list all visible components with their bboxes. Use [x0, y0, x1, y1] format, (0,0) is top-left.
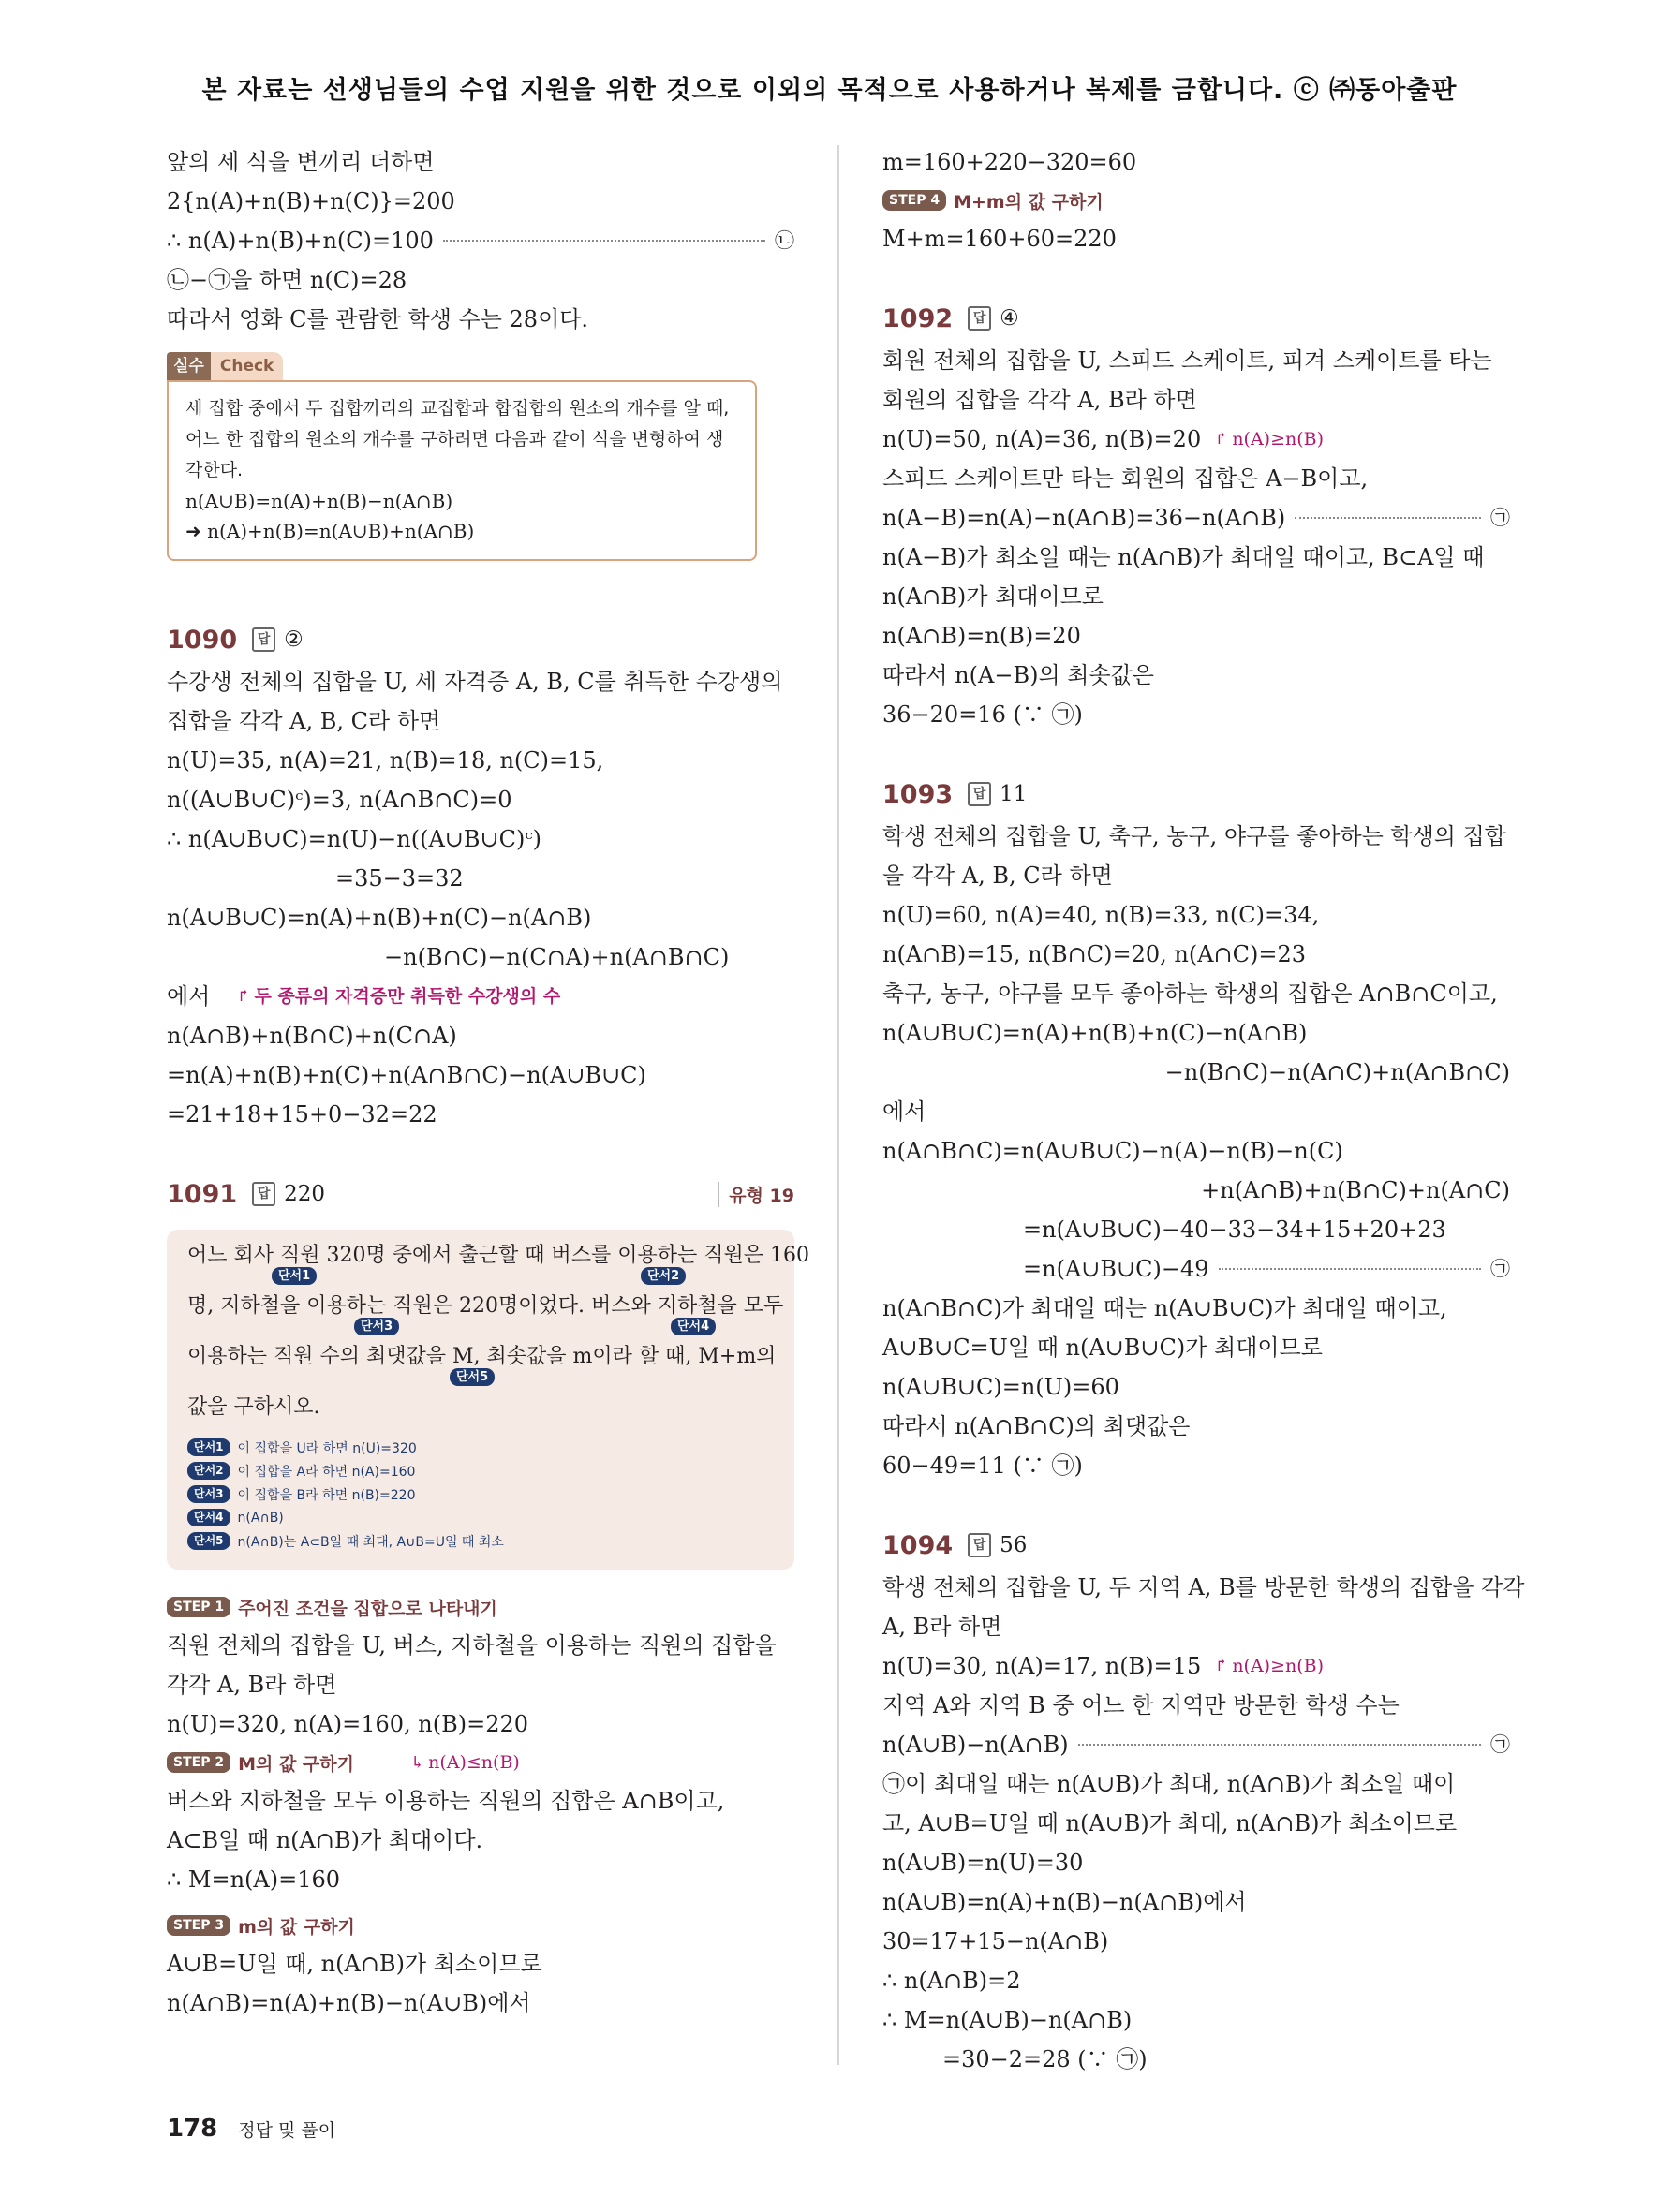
- step-3-heading: [167, 1907, 794, 1944]
- answer-value: 220: [284, 1182, 326, 1206]
- clue-item: [187, 1459, 774, 1482]
- solution-line: =35−3=32: [335, 865, 464, 892]
- answer-icon: 답: [968, 782, 991, 806]
- solution-line: n(A∩B)=15, n(B∩C)=20, n(A∩C)=23: [882, 941, 1307, 967]
- solution-line: m=160+220−320=60: [882, 149, 1137, 175]
- solution-line: A⊂B일 때 n(A∩B)가 최대이다.: [167, 1827, 483, 1853]
- solution-line-marked: [882, 1725, 1510, 1764]
- solution-line: n(A∩B)=n(B)=20: [882, 623, 1081, 649]
- clue-text: 이 집합을 U라 하면 n(U)=320: [237, 1440, 417, 1456]
- solution-line: ∴ n(A∪B∪C)=n(U)−n((A∪B∪C)ᶜ): [167, 826, 542, 852]
- solution-line: 따라서 n(A−B)의 최솟값은: [882, 662, 1154, 688]
- clue-pill: 단서3: [354, 1318, 399, 1335]
- solution-line: 고, A∪B=U일 때 n(A∪B)가 최대, n(A∩B)가 최소이므로: [882, 1810, 1458, 1836]
- problem-statement-box: [167, 1230, 809, 1570]
- solution-line: 60−49=11 (∵ ㉠): [882, 1453, 1083, 1479]
- problem-line: 값을 구하시오.: [187, 1395, 320, 1419]
- solution-line: A∪B=U일 때, n(A∩B)가 최소이므로: [167, 1951, 542, 1977]
- clue-item: [187, 1482, 774, 1506]
- check-line: 각한다.: [185, 460, 244, 480]
- solution-line: n(A∪B∪C)=n(A)+n(B)+n(C)−n(A∩B): [167, 905, 592, 931]
- solution-line: 집합을 각각 A, B, C라 하면: [167, 708, 441, 734]
- solution-line-marked: [882, 1249, 1510, 1289]
- clue-list: [187, 1436, 774, 1553]
- solution-line: n(U)=60, n(A)=40, n(B)=33, n(C)=34,: [882, 902, 1320, 928]
- solution-line: A∪B∪C=U일 때 n(A∪B∪C)가 최대이므로: [882, 1335, 1323, 1361]
- step-title: M+m의 값 구하기: [954, 191, 1104, 213]
- left-column: [167, 142, 809, 2023]
- solution-line: =30−2=28 (∵ ㉠): [942, 2046, 1148, 2072]
- solution-line: n(A∪B∪C)=n(A)+n(B)+n(C)−n(A∩B): [882, 1020, 1308, 1046]
- solution-line: 축구, 농구, 야구를 모두 좋아하는 학생의 집합은 A∩B∩C이고,: [882, 981, 1498, 1007]
- solution-line: A, B라 하면: [882, 1614, 1002, 1640]
- page-footer: [167, 2115, 335, 2143]
- problem-1092-header: [882, 296, 1510, 341]
- solution-line: 회원의 집합을 각각 A, B라 하면: [882, 387, 1197, 413]
- solution-line: 학생 전체의 집합을 U, 축구, 농구, 야구를 좋아하는 학생의 집합: [882, 823, 1506, 849]
- answer-value: ④: [1000, 306, 1019, 331]
- solution-line: 스피드 스케이트만 타는 회원의 집합은 A−B이고,: [882, 465, 1369, 492]
- solution-line: n(U)=320, n(A)=160, n(B)=220: [167, 1711, 529, 1737]
- text-line: 따라서 영화 C를 관람한 학생 수는 28이다.: [167, 306, 589, 332]
- solution-line: 지역 A와 지역 B 중 어느 한 지역만 방문한 학생 수는: [882, 1692, 1400, 1718]
- solution-line: n(A∩B)=n(A)+n(B)−n(A∪B)에서: [167, 1990, 531, 2016]
- solution-line-annotated: [882, 1646, 1510, 1686]
- solution-line: n(A∩B∩C)=n(A∪B∪C)−n(A)−n(B)−n(C): [882, 1138, 1343, 1164]
- page-section-label: 정답 및 풀이: [238, 2120, 336, 2141]
- clue-item: [187, 1506, 774, 1529]
- solution-line: ∴ M=n(A∪B)−n(A∩B): [882, 2007, 1133, 2033]
- problem-type-tag: 유형 19: [718, 1182, 794, 1207]
- problem-number: 1090: [167, 625, 238, 655]
- column-divider: [837, 145, 839, 2065]
- leader-dots: [1219, 1268, 1482, 1270]
- solution-line-annotated: [882, 420, 1510, 459]
- problem-1094-header: [882, 1523, 1510, 1568]
- solution-line: =n(A∪B∪C)−40−33−34+15+20+23: [1023, 1217, 1446, 1243]
- solution-line: n((A∪B∪C)ᶜ)=3, n(A∩B∩C)=0: [167, 787, 512, 813]
- solution-text: n(A−B)=n(A)−n(A∩B)=36−n(A∩B): [882, 505, 1286, 531]
- text-line-marked: [167, 221, 794, 260]
- answer-value: 11: [1000, 782, 1028, 806]
- step-pill: STEP 2: [167, 1752, 230, 1773]
- solution-text: =n(A∪B∪C)−49: [1023, 1256, 1209, 1282]
- text-line: 2{n(A)+n(B)+n(C)}=200: [167, 188, 455, 214]
- check-formula: n(A∪B)=n(A)+n(B)−n(A∩B): [185, 490, 453, 512]
- answer-icon: 답: [968, 1533, 991, 1557]
- solution-text: n(U)=50, n(A)=36, n(B)=20: [882, 426, 1202, 452]
- clue-text: 이 집합을 B라 하면 n(B)=220: [237, 1487, 416, 1503]
- step-title: m의 값 구하기: [238, 1916, 355, 1938]
- marker-circled: ㉠: [1490, 507, 1510, 529]
- answer-icon: 답: [252, 1182, 275, 1206]
- solution-line: 따라서 n(A∩B∩C)의 최댓값은: [882, 1413, 1191, 1439]
- problem-1091-header: [167, 1172, 794, 1217]
- solution-line: 각각 A, B라 하면: [167, 1672, 337, 1698]
- text-line: ㉡−㉠을 하면 n(C)=28: [167, 267, 407, 293]
- clue-pill-row: [187, 1368, 774, 1394]
- solution-line: −n(B∩C)−n(C∩A)+n(A∩B∩C): [384, 944, 730, 970]
- equation: ∴ n(A)+n(B)+n(C)=100: [167, 228, 434, 254]
- solution-line-annotated: [167, 977, 794, 1016]
- leader-dots: [443, 240, 765, 242]
- step-title: M의 값 구하기: [238, 1753, 354, 1775]
- problem-1090-header: [167, 617, 794, 662]
- step-pill: STEP 1: [167, 1597, 230, 1617]
- problem-line: 이용하는 직원 수의 최댓값을 M, 최솟값을 m이라 할 때, M+m의: [187, 1345, 777, 1368]
- text-line: 앞의 세 식을 변끼리 더하면: [167, 149, 435, 175]
- clue-pill: 단서4: [671, 1318, 716, 1335]
- annotation-text: n(A)≥n(B): [1232, 429, 1325, 450]
- step-pill: STEP 4: [882, 190, 946, 211]
- clue-pill: 단서5: [450, 1368, 495, 1386]
- step-2-heading: [167, 1744, 794, 1781]
- solution-line: 30=17+15−n(A∩B): [882, 1928, 1109, 1954]
- marker-circled: ㉡: [775, 229, 794, 252]
- check-line: 어느 한 집합의 원소의 개수를 구하려면 다음과 같이 식을 변형하여 생: [185, 429, 724, 450]
- solution-line: n(U)=35, n(A)=21, n(B)=18, n(C)=15,: [167, 747, 604, 774]
- mistake-check-box: [167, 380, 757, 561]
- solution-line: n(A∪B)=n(U)=30: [882, 1850, 1084, 1876]
- page-number: 178: [167, 2115, 218, 2143]
- problem-number: 1091: [167, 1179, 238, 1209]
- check-tag-label: 실수: [167, 352, 211, 380]
- clue-text: n(A∩B): [237, 1510, 284, 1526]
- clue-pill-row: [187, 1318, 774, 1344]
- marker-circled: ㉠: [1490, 1258, 1510, 1280]
- clue-item: [187, 1436, 774, 1459]
- solution-text: 에서: [167, 983, 211, 1010]
- solution-line-marked: [882, 498, 1510, 538]
- solution-line: 에서: [882, 1099, 926, 1125]
- right-column: [882, 142, 1525, 2079]
- solution-line: 수강생 전체의 집합을 U, 세 자격증 A, B, C를 취득한 수강생의: [167, 669, 783, 695]
- solution-line: n(A∪B)=n(A)+n(B)−n(A∩B)에서: [882, 1889, 1247, 1915]
- leader-dots: [1295, 517, 1481, 519]
- check-formula: ➜ n(A)+n(B)=n(A∪B)+n(A∩B): [185, 520, 475, 542]
- annotation-text: 두 종류의 자격증만 취득한 수강생의 수: [254, 986, 561, 1007]
- leader-dots: [1078, 1744, 1481, 1746]
- solution-line: +n(A∩B)+n(B∩C)+n(A∩C): [1201, 1177, 1510, 1203]
- solution-line: M+m=160+60=220: [882, 226, 1117, 252]
- step-title: 주어진 조건을 집합으로 나타내기: [238, 1598, 497, 1619]
- solution-line: n(A∪B∪C)=n(U)=60: [882, 1374, 1119, 1400]
- clue-pill: 단서4: [187, 1509, 230, 1526]
- clue-text: 이 집합을 A라 하면 n(A)=160: [237, 1464, 416, 1480]
- annotation-arrow-icon: ↱: [1214, 429, 1229, 449]
- mistake-check-tag: [167, 352, 794, 380]
- solution-line: 36−20=16 (∵ ㉠): [882, 701, 1083, 728]
- solution-line: ㉠이 최대일 때는 n(A∪B)가 최대, n(A∩B)가 최소일 때이: [882, 1771, 1456, 1797]
- annotation-arrow-icon: ↱: [236, 986, 251, 1006]
- solution-line: 직원 전체의 집합을 U, 버스, 지하철을 이용하는 직원의 집합을: [167, 1632, 777, 1659]
- solution-line: 학생 전체의 집합을 U, 두 지역 A, B를 방문한 학생의 집합을 각각: [882, 1574, 1525, 1600]
- clue-pill-row: [187, 1267, 774, 1293]
- clue-pill: 단서2: [187, 1462, 230, 1480]
- step-pill: STEP 3: [167, 1915, 230, 1936]
- problem-number: 1092: [882, 303, 954, 333]
- marker-circled: ㉠: [1490, 1733, 1510, 1756]
- annotation-text: n(A)≤n(B): [428, 1752, 520, 1773]
- solution-line: n(A∩B)+n(B∩C)+n(C∩A): [167, 1023, 457, 1049]
- problem-number: 1093: [882, 779, 954, 809]
- copyright-header: 본 자료는 선생님들의 수업 지원을 위한 것으로 이외의 목적으로 사용하거나 복제를 금합니다. ⓒ ㈜동아출판: [201, 76, 1458, 105]
- solution-line: −n(B∩C)−n(A∩C)+n(A∩B∩C): [1164, 1059, 1510, 1085]
- problem-line: 명, 지하철을 이용하는 직원은 220명이었다. 버스와 지하철을 모두: [187, 1294, 784, 1318]
- solution-line: 회원 전체의 집합을 U, 스피드 스케이트, 피겨 스케이트를 타는: [882, 347, 1492, 374]
- annotation-text: n(A)≥n(B): [1232, 1656, 1325, 1676]
- clue-pill: 단서2: [641, 1267, 686, 1285]
- problem-line: 어느 회사 직원 320명 중에서 출근할 때 버스를 이용하는 직원은 160: [187, 1244, 809, 1267]
- check-line: 세 집합 중에서 두 집합끼리의 교집합과 합집합의 원소의 개수를 알 때,: [185, 398, 730, 419]
- clue-pill: 단서5: [187, 1532, 230, 1550]
- clue-pill: 단서3: [187, 1485, 230, 1503]
- solution-line: ∴ M=n(A)=160: [167, 1866, 341, 1893]
- clue-item: [187, 1529, 774, 1553]
- step-1-heading: [167, 1588, 794, 1626]
- solution-line: =n(A)+n(B)+n(C)+n(A∩B∩C)−n(A∪B∪C): [167, 1062, 646, 1088]
- solution-line: n(A∩B)가 최대이므로: [882, 583, 1104, 610]
- solution-text: n(A∪B)−n(A∩B): [882, 1732, 1069, 1758]
- answer-icon: 답: [968, 306, 991, 331]
- solution-line: ∴ n(A∩B)=2: [882, 1968, 1021, 1994]
- check-tag-title: Check: [211, 352, 284, 380]
- solution-line: n(A−B)가 최소일 때는 n(A∩B)가 최대일 때이고, B⊂A일 때: [882, 544, 1485, 570]
- problem-1093-header: [882, 772, 1510, 817]
- answer-value: 56: [1000, 1533, 1028, 1557]
- annotation-arrow-icon: ↳: [410, 1752, 425, 1773]
- solution-line: 을 각각 A, B, C라 하면: [882, 863, 1113, 889]
- solution-line: 버스와 지하철을 모두 이용하는 직원의 집합은 A∩B이고,: [167, 1788, 725, 1814]
- problem-number: 1094: [882, 1530, 954, 1560]
- clue-text: n(A∩B)는 A⊂B일 때 최대, A∪B=U일 때 최소: [237, 1534, 504, 1550]
- solution-text: n(U)=30, n(A)=17, n(B)=15: [882, 1653, 1202, 1679]
- answer-value: ②: [284, 627, 304, 652]
- solution-line: n(A∩B∩C)가 최대일 때는 n(A∪B∪C)가 최대일 때이고,: [882, 1295, 1447, 1321]
- clue-pill: 단서1: [272, 1267, 317, 1285]
- answer-icon: 답: [252, 627, 275, 652]
- annotation-arrow-icon: ↱: [1214, 1656, 1229, 1675]
- solution-line: =21+18+15+0−32=22: [167, 1101, 437, 1128]
- step-4-heading: [882, 182, 1510, 219]
- clue-pill: 단서1: [187, 1438, 230, 1456]
